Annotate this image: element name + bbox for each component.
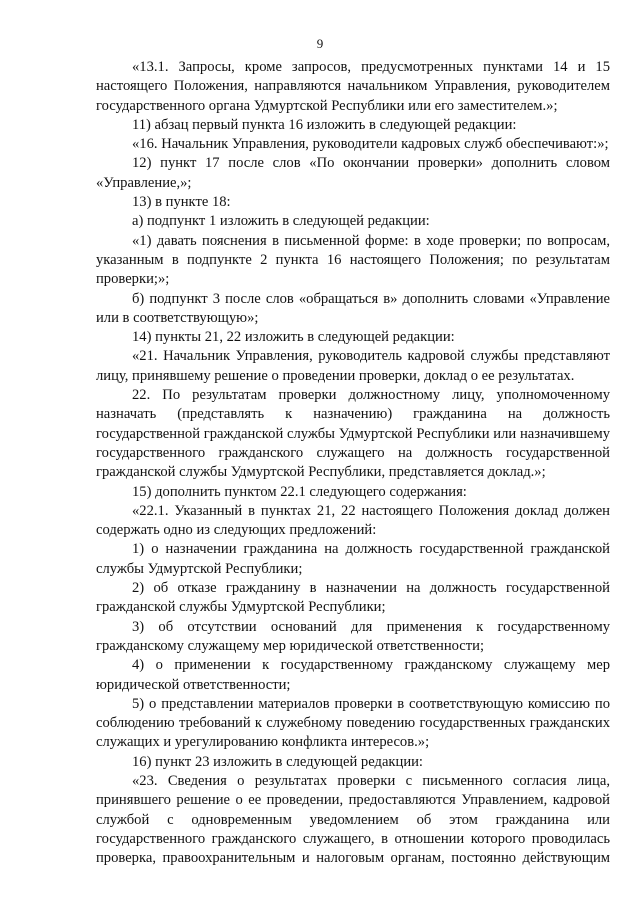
paragraph: «16. Начальник Управления, руководители кадровых служб обеспечивают:»; (132, 136, 609, 153)
document-body (96, 58, 610, 868)
paragraph: а) подпункт 1 изложить в следующей редакции: (132, 213, 430, 230)
paragraph: б) подпункт 3 после слов «обращаться в» дополнить словами «Управление или в соответствующую»; (96, 290, 610, 326)
paragraph: 16) пункт 23 изложить в следующей редакции: (132, 753, 423, 770)
paragraph: 3) об отсутствии оснований для применения к государственному гражданскому служащему мер юридической ответственности; (96, 618, 610, 654)
paragraph: «22.1. Указанный в пунктах 21, 22 настоящего Положения доклад должен содержать одно из следующих предложений: (96, 502, 610, 539)
paragraph: «23. Сведения о результатах проверки с письменного согласия лица, принявшего решение о ее проведении, предоставляются Управлением, кадровой службой с одновременным уведомлением об этом гражданина или государственного гражданского служащего, в отношении которого проводилась проверка, правоохранительным и налоговым органам, постоянно действующим (96, 772, 610, 867)
paragraph: 13) в пункте 18: (132, 194, 231, 211)
paragraph: 15) дополнить пунктом 22.1 следующего содержания: (132, 483, 467, 500)
paragraph: «21. Начальник Управления, руководитель кадровой службы представляют лицу, принявшему решение о проведении проверки, доклад о ее результатах. (96, 348, 610, 384)
page-number: 9 (316, 36, 324, 51)
paragraph: «13.1. Запросы, кроме запросов, предусмотренных пунктами 14 и 15 настоящего Положения, направляются начальником Управления, руководителем государственного органа Удмуртской Республики или его заместителем.»; (96, 59, 610, 114)
paragraph: 1) о назначении гражданина на должность государственной гражданской службы Удмуртской Республики; (96, 541, 610, 577)
paragraph: 11) абзац первый пункта 16 изложить в следующей редакции: (132, 116, 517, 133)
paragraph: 5) о представлении материалов проверки в соответствующую комиссию по соблюдению требований к служебному поведению государственных гражданских служащих и урегулированию конфликта интересов.»; (96, 695, 610, 751)
paragraph: «1) давать пояснения в письменной форме: в ходе проверки; по вопросам, указанным в подпункте 2 пункта 16 настоящего Положения; по результатам проверки;»; (96, 232, 610, 288)
paragraph: 12) пункт 17 после слов «По окончании проверки» дополнить словом «Управление,»; (96, 155, 610, 191)
paragraph: 4) о применении к государственному гражданскому служащему мер юридической ответственности; (96, 657, 610, 693)
paragraph: 2) об отказе гражданину в назначении на должность государственной гражданской службы Удмуртской Республики; (96, 580, 610, 616)
paragraph: 14) пункты 21, 22 изложить в следующей редакции: (132, 329, 455, 346)
paragraph: 22. По результатам проверки должностному лицу, уполномоченному назначать (представлять к назначению) гражданина на должность государственной гражданской службы Удмуртской Республики или назначившему государственного гражданского служащего на должность государственной гражданской службы Удмуртской Республики, представляется доклад.»; (96, 387, 610, 481)
